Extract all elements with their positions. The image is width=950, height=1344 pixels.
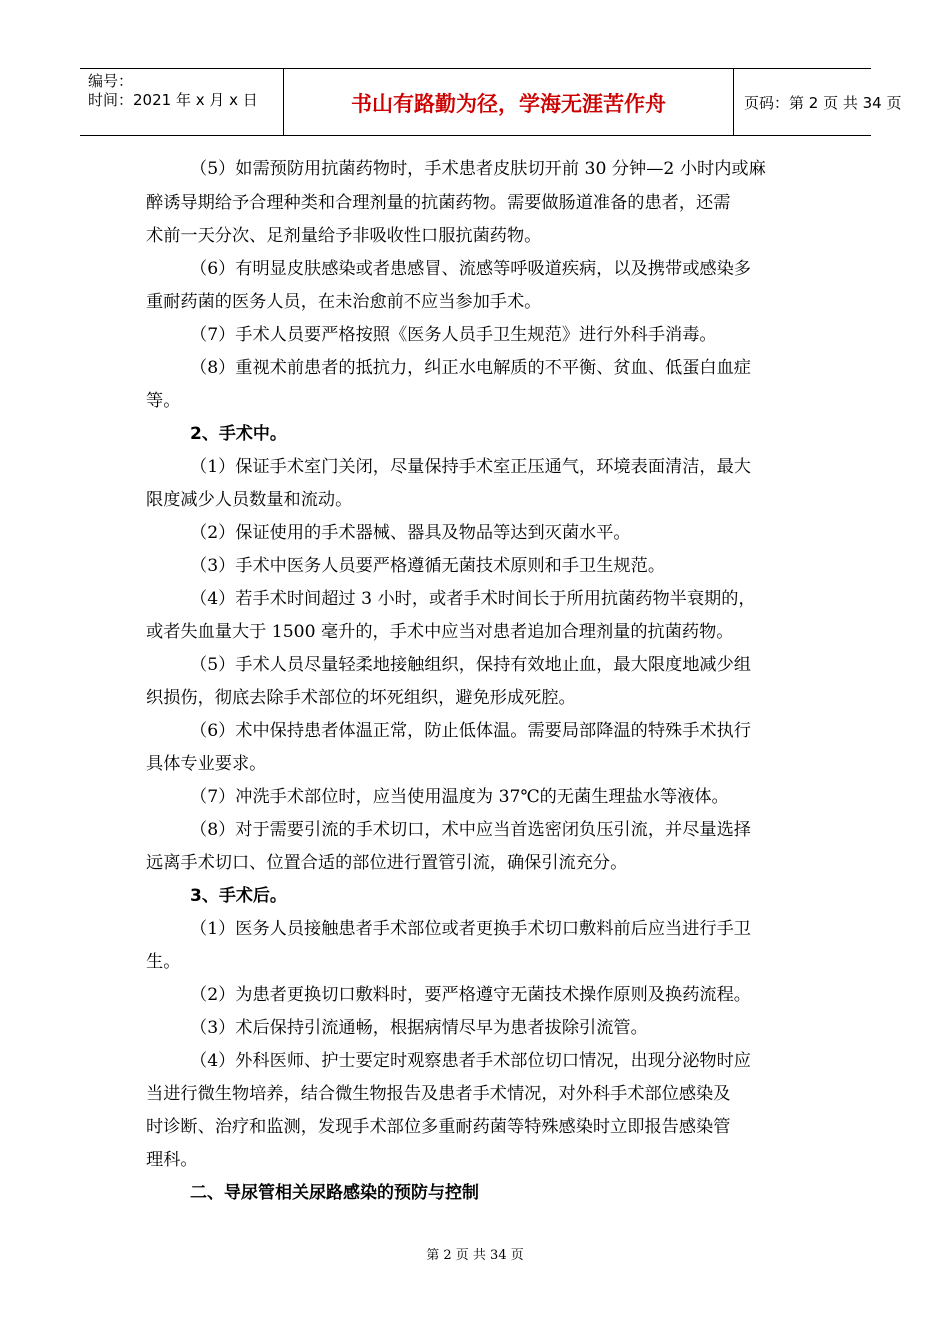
paragraph-line: （4）外科医师、护士要定时观察患者手术部位切口情况，出现分泌物时应 [190,1051,751,1071]
paragraph-line: 生。 [146,952,181,972]
header-motto-cell [283,69,734,135]
paragraph-line: （5）手术人员尽量轻柔地接触组织，保持有效地止血，最大限度地减少组 [190,655,751,675]
paragraph-line: （6）术中保持患者体温正常，防止低体温。需要局部降温的特殊手术执行 [190,721,751,741]
header-motto: 书山有路勤为径，学海无涯苦作舟 [351,92,666,116]
paragraph-line: 重耐药菌的医务人员，在未治愈前不应当参加手术。 [146,292,542,312]
paragraph-line: 理科。 [146,1150,198,1170]
paragraph-line: （3）手术中医务人员要严格遵循无菌技术原则和手卫生规范。 [190,556,666,576]
header-page-cell [734,69,902,135]
document-date: 时间：2021 年 x 月 x 日 [88,91,258,109]
paragraph-line: （7）冲洗手术部位时，应当使用温度为 37℃的无菌生理盐水等液体。 [190,787,729,807]
paragraph-line: 远离手术切口、位置合适的部位进行置管引流，确保引流充分。 [146,853,628,873]
paragraph-line: （2）保证使用的手术器械、器具及物品等达到灭菌水平。 [190,523,631,543]
paragraph-line: （1）医务人员接触患者手术部位或者更换手术切口敷料前后应当进行手卫 [190,919,751,939]
paragraph-line: （7）手术人员要严格按照《医务人员手卫生规范》进行外科手消毒。 [190,325,717,345]
page-footer: 第 2 页 共 34 页 [426,1248,524,1263]
document-number-label: 编号： [88,72,134,90]
paragraph-line: 或者失血量大于 1500 毫升的，手术中应当对患者追加合理剂量的抗菌药物。 [146,622,734,642]
paragraph-line: 术前一天分次、足剂量给予非吸收性口服抗菌药物。 [146,226,542,246]
paragraph-line: 限度减少人员数量和流动。 [146,490,353,510]
header-table [80,68,902,136]
paragraph-line: （8）重视术前患者的抵抗力，纠正水电解质的不平衡、贫血、低蛋白血症 [190,358,751,378]
paragraph-line: 织损伤，彻底去除手术部位的坏死组织，避免形成死腔。 [146,688,576,708]
header-info-cell [80,69,283,135]
paragraph-line: 具体专业要求。 [146,754,267,774]
paragraph-line: （3）术后保持引流通畅，根据病情尽早为患者拔除引流管。 [190,1018,648,1038]
paragraph-line: 当进行微生物培养，结合微生物报告及患者手术情况，对外科手术部位感染及 [146,1084,731,1104]
paragraph-line: 等。 [146,391,181,411]
paragraph-line: （8）对于需要引流的手术切口，术中应当首选密闭负压引流，并尽量选择 [190,820,751,840]
paragraph-line: （1）保证手术室门关闭，尽量保持手术室正压通气，环境表面清洁，最大 [190,457,751,477]
paragraph-line: 醉诱导期给予合理种类和合理剂量的抗菌药物。需要做肠道准备的患者，还需 [146,193,731,213]
paragraph-line: （2）为患者更换切口敷料时，要严格遵守无菌技术操作原则及换药流程。 [190,985,751,1005]
paragraph-line: （5）如需预防用抗菌药物时，手术患者皮肤切开前 30 分钟—2 小时内或麻 [190,159,766,179]
paragraph-line: 时诊断、治疗和监测，发现手术部位多重耐药菌等特殊感染时立即报告感染管 [146,1117,731,1137]
header-page-code: 页码：第 2 页 共 34 页 [744,94,902,112]
paragraph-line: （6）有明显皮肤感染或者患感冒、流感等呼吸道疾病，以及携带或感染多 [190,259,751,279]
paragraph-line: （4）若手术时间超过 3 小时，或者手术时间长于所用抗菌药物半衰期的， [190,589,756,609]
section-heading-during-surgery: 2、手术中。 [190,424,287,444]
section-heading-catheter-infection: 二、导尿管相关尿路感染的预防与控制 [190,1183,479,1203]
section-heading-after-surgery: 3、手术后。 [190,886,287,906]
